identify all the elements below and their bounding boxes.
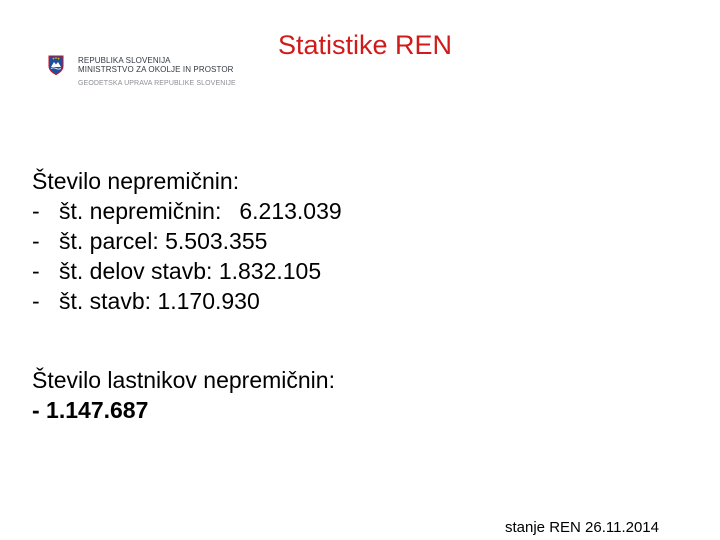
owner-count-heading: Število lastnikov nepremičnin: [32,367,335,393]
stat-item-building-parts [32,256,342,286]
stat-value: 1.832.105 [218,258,322,284]
stat-label: št. parcel: [59,228,159,254]
data-status-date: stanje REN 26.11.2014 [505,519,659,536]
stat-item-buildings [32,286,342,316]
logo-line-ministry: MINISTRSTVO ZA OKOLJE IN PROSTOR [78,65,234,74]
ministry-logo [48,52,248,88]
stat-label: št. stavb: [59,288,152,314]
list-dash: - [32,258,40,284]
list-dash: - [32,288,40,314]
stat-value: 6.213.039 [239,198,342,224]
stat-value: 5.503.355 [165,228,268,254]
stat-label: št. nepremičnin: [59,198,222,224]
slide-title: Statistike REN [278,30,453,60]
owner-count-value: - 1.147.687 [32,397,149,423]
property-count-section [32,166,342,316]
property-stat-list [32,196,342,316]
owner-count-section [32,365,335,425]
property-count-heading: Število nepremičnin: [32,168,240,194]
stat-value: 1.170.930 [157,288,260,314]
logo-line-country: REPUBLIKA SLOVENIJA [78,56,171,65]
list-dash: - [32,228,40,254]
coat-of-arms-icon [48,55,64,75]
stat-item-parcels [32,226,342,256]
stat-item-properties [32,196,342,226]
list-dash: - [32,198,40,224]
logo-line-agency: GEODETSKA UPRAVA REPUBLIKE SLOVENIJE [78,80,236,87]
stat-label: št. delov stavb: [59,258,213,284]
